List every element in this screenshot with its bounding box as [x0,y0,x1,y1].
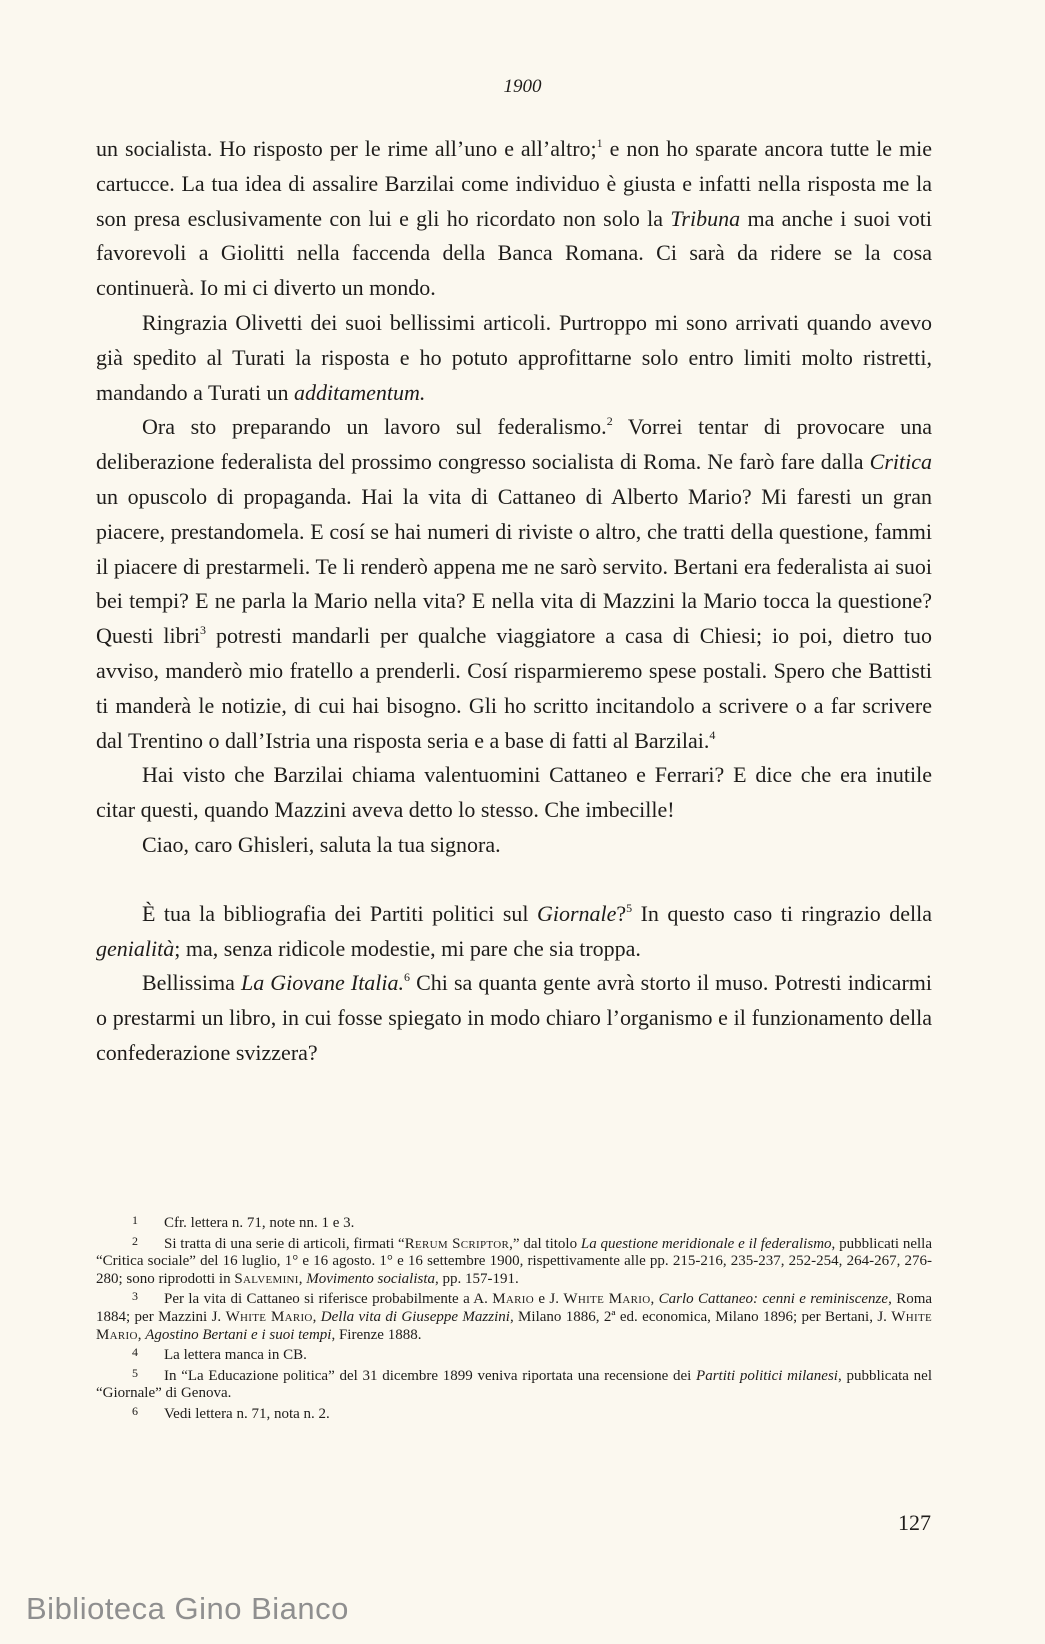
paragraph [96,306,932,410]
italic-text: Carlo Cattaneo: cenni e reminiscenze [658,1291,889,1308]
footnote [96,1365,932,1403]
text-run: Ringrazia Olivetti dei suoi bellissimi articoli. Purtroppo mi sono arrivati quando avevo già spedito al Turati la risposta e ho potuto approfittarne solo entro limiti molto ristretti, mandando a Turati un [96,309,932,405]
footnote-number: 5 [132,1365,138,1380]
paragraph [96,758,932,828]
text-run: , Firenze 1888. [331,1326,422,1343]
text-run: potresti mandarli per qualche viaggiatore a casa di Chiesi; io poi, dietro tuo avviso, manderò mio fratello a prenderli. Cosí risparmieremo spese postali. Spero che Battisti ti manderà le notizie, di cui hai bisogno. Gli ho scritto incitandolo a scrivere o a far scrivere dal Trentino o dall’Istria una risposta seria e a base di fatti al Barzilai. [96,623,933,753]
italic-text: Critica [869,449,932,475]
text-run: In “La Educazione politica” del 31 dicembre 1899 veniva riportata una recensione dei [164,1367,697,1384]
paragraph [96,897,932,967]
text-run: , Milano 1886, 2ª ed. economica, Milano 1896; per Bertani, J. [509,1308,892,1325]
text-run: ma anche i suoi voti favorevoli a Giolitti nella faccenda della Banca Romana. Ci sarà da ridere se la cosa continuerà. Io mi ci diverto un mondo. [96,205,932,301]
italic-text: additamentum. [294,379,426,405]
text-run: Bellissima [142,970,241,996]
footnote-ref: 4 [709,727,716,742]
text-run: , pubblicata nel “Giornale” di Genova. [96,1367,932,1402]
text-run: , Roma 1884; per Mazzini J. [96,1291,933,1325]
text-run: Si tratta di una serie di articoli, firmati “ [164,1235,405,1252]
library-watermark: Biblioteca Gino Bianco [26,1591,349,1626]
italic-text: Agostino Bertani e i suoi tempi [145,1326,332,1343]
text-run: Hai visto che Barzilai chiama valentuomini Cattaneo e Ferrari? E dice che era inutile citar questi, quando Mazzini aveva detto lo stesso. Che imbecille! [96,762,932,823]
footnote-ref: 3 [200,623,207,638]
italic-text: La questione meridionale e il federalismo [580,1235,832,1252]
text-run: È tua la bibliografia dei Partiti politici sul [142,900,537,926]
footnote-ref: 1 [596,136,603,150]
text-run: un opuscolo di propaganda. Hai la vita di Cattaneo di Alberto Mario? Mi faresti un gran piacere, prestandomela. E cosí se hai numeri di riviste o altro, che tratti della questione, fammi il piacere di prestarmeli. Te li renderò appena me ne sarò servito. Bertani era federalista ai suoi bei tempi? E ne parla la Mario nella vita? E nella vita di Mazzini la Mario tocca la questione? Questi libri [96,483,932,649]
footnotes [96,1212,932,1424]
text-run: , [298,1270,307,1287]
text-run: , [137,1326,146,1343]
footnote-ref: 5 [626,900,633,915]
text-run: ,” dal titolo [509,1235,581,1252]
text-run: e J. [534,1291,564,1308]
paragraph [96,828,932,863]
text-run: un socialista. Ho risposto per le rime all’uno e all’altro; [96,136,597,161]
text-run: Vedi lettera n. 71, nota n. 2. [164,1405,330,1422]
text-run: e non ho sparate ancora tutte le mie cartucce. La tua idea di assalire Barzilai come individuo è giusta e infatti nella risposta me la son presa esclusivamente con lui e gli ho ricordato non solo la [96,136,932,231]
italic-text: La Giovane Italia. [240,970,405,996]
italic-text: Tribuna [670,205,741,231]
footnote [96,1344,932,1365]
text-run: , pp. 157-191. [435,1270,519,1287]
italic-text: Movimento socialista [306,1270,435,1287]
text-run: , [650,1291,659,1308]
footnote-number: 2 [132,1233,138,1248]
italic-text: Della vita di Giuseppe Mazzini [320,1308,510,1325]
text-run: In questo caso ti ringrazio della [632,900,932,926]
text-run: La lettera manca in CB. [164,1347,307,1364]
footnote [96,1233,932,1289]
text-run: Ciao, caro Ghisleri, saluta la tua signora. [142,831,501,857]
footnote-number: 4 [132,1345,138,1360]
small-caps-text: Salvemini [234,1270,299,1287]
footnote-ref: 2 [606,414,613,429]
footnote-number: 1 [132,1213,138,1227]
italic-text: genialità [96,935,175,961]
text-run: Cfr. lettera n. 71, note nn. 1 e 3. [164,1215,355,1231]
small-caps-text: White Mario [96,1308,932,1343]
paragraph [96,410,932,758]
text-run: Chi sa quanta gente avrà storto il muso. Potresti indicarmi o prestarmi un libro, in cui fosse spiegato in modo chiaro l’organismo e il funzionamento della confederazione svizzera? [96,970,932,1065]
text-run: Ora sto preparando un lavoro sul federalismo. [142,414,607,440]
footnote-number: 6 [132,1403,138,1418]
footnote [96,1403,932,1424]
italic-text: Giornale [536,900,617,926]
footnote [96,1212,932,1233]
text-run: , pubblicati nella “Critica sociale” del 16 luglio, 1° e 16 agosto. 1° e 16 settembre 1900, rispettivamente alle pp. 215-216, 235-237, 252-254, 264-267, 276-280; sono riprodotti in [96,1235,933,1287]
letter-body [96,132,932,1071]
footnote-ref: 6 [404,970,411,985]
text-run: ; ma, senza ridicole modestie, mi pare che sia troppa. [174,935,641,961]
small-caps-text: Rerum Scriptor [404,1235,510,1252]
text-run: Per la vita di Cattaneo si riferisce probabilmente a A. [164,1291,493,1308]
text-run: ? [616,900,627,926]
text-run: , [312,1308,321,1325]
page-number: 127 [898,1510,931,1535]
small-caps-text: Mario [492,1291,534,1308]
paragraph [96,132,932,306]
italic-text: Partiti politici milanesi [696,1367,838,1384]
text-run: Vorrei tentar di provocare una deliberazione federalista del prossimo congresso socialista di Roma. Ne farò fare dalla [96,414,932,475]
footnote-number: 3 [132,1289,138,1304]
footnote [96,1288,932,1344]
small-caps-text: White Mario [225,1308,313,1325]
running-head: 1900 [503,76,542,97]
paragraph [96,966,932,1070]
small-caps-text: White Mario [563,1291,651,1308]
